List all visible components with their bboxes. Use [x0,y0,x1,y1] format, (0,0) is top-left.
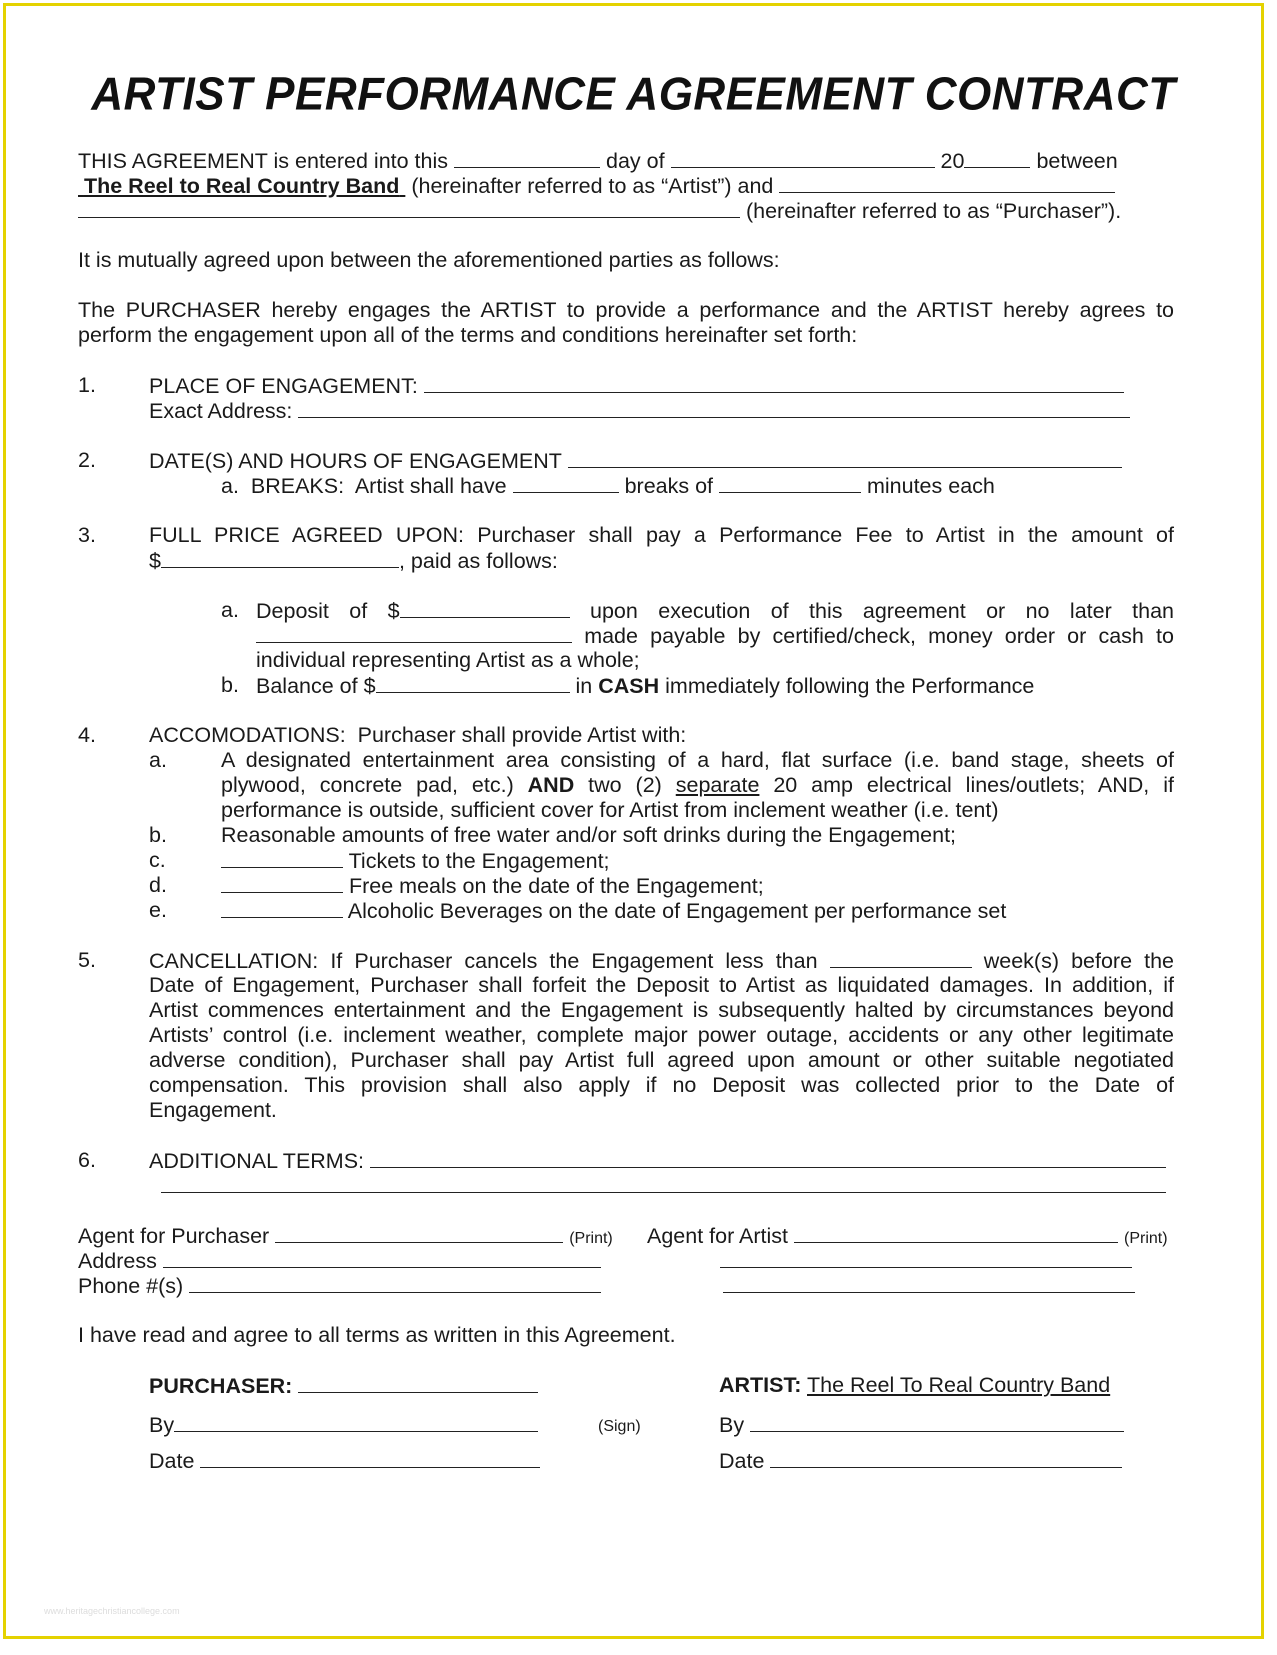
purchaser-signature-line [149,1372,538,1399]
mutual-agreement-text: It is mutually agreed upon between the aforementioned parties as follows: [78,248,780,272]
section-2-number: 2. [78,448,96,472]
year-blank[interactable] [964,147,1030,168]
breaks-count-blank[interactable] [513,472,619,493]
full-price-line: FULL PRICE AGREED UPON: Purchaser shall pay a Performance Fee to Artist in the amount of [149,523,1174,547]
balance-in-text: in [575,674,593,698]
tickets-count-blank[interactable] [221,847,343,868]
plywood-text: plywood, concrete pad, etc.) [221,773,514,797]
accommodation-c-label: c. [149,848,166,872]
exact-address-line [149,397,1130,424]
artist-name-filled: The Reel to Real Country Band [83,174,400,198]
date-hours-label: DATE(S) AND HOURS OF ENGAGEMENT [149,449,562,473]
intro-day-of-text: day of [605,149,665,173]
place-of-engagement-blank[interactable] [424,372,1124,393]
purchaser-agent-print-note: (Print) [569,1230,613,1247]
cash-text: CASH [598,674,660,698]
deposit-execution-text: upon execution of this agreement or no later than [590,599,1174,623]
deposit-line-2 [256,622,1174,649]
accommodation-c-line [221,847,610,874]
place-of-engagement-label: PLACE OF ENGAGEMENT: [149,374,418,398]
intro-line-3 [78,197,1121,224]
purchaser-name-sign-blank[interactable] [298,1372,538,1393]
artist-phone-blank[interactable] [723,1272,1135,1293]
accommodation-a-label: a. [149,748,167,772]
deposit-item-label: a. [221,598,239,622]
contract-title: ARTIST PERFORMANCE AGREEMENT CONTRACT [91,68,1176,121]
artist-date-label: Date [719,1449,765,1473]
cancellation-line-2: Date of Engagement, Purchaser shall forfeit the Deposit to Artist as liquidated damages. In addition, if [149,973,1174,997]
purchaser-date-line [149,1447,540,1474]
cancellation-line-3: Artist commences entertainment and the Engagement is subsequently halted by circumstances beyond [149,998,1174,1022]
accommodation-b-label: b. [149,823,167,847]
cancellation-label: CANCELLATION: If Purchaser cancels the Engagement less than [149,949,818,973]
sign-note: (Sign) [598,1418,641,1435]
purchaser-address-label: Address [78,1249,157,1273]
meals-count-blank[interactable] [221,872,343,893]
cancellation-line-7: Engagement. [149,1098,277,1122]
and-bold-text: AND [527,773,575,797]
purchaser-agent-label: Agent for Purchaser [78,1224,270,1248]
breaks-minutes-blank[interactable] [719,472,861,493]
amp-lines-text: 20 amp electrical lines/outlets; AND, if [773,773,1174,797]
balance-following-text: immediately following the Performance [665,674,1035,698]
deposit-line-1 [256,597,1174,624]
date-hours-line [149,447,1122,474]
purchaser-name-blank-2[interactable] [78,197,740,218]
intro-line-2 [78,172,1115,199]
fee-dollar-sign: $ [149,549,161,573]
accommodation-a-line-1: A designated entertainment area consisting of a hard, flat surface (i.e. band stage, sheets of [221,748,1174,772]
deposit-date-blank[interactable] [256,622,572,643]
cancellation-line-1 [149,947,1174,974]
balance-line [256,672,1034,699]
artist-name-sign: The Reel To Real Country Band [807,1373,1111,1397]
purchaser-label: PURCHASER: [149,1374,293,1398]
two-text: two (2) [588,773,662,797]
deposit-line-3: individual representing Artist as a whole; [256,648,640,672]
purchaser-phone-label: Phone #(s) [78,1274,184,1298]
beverages-count-blank[interactable] [221,897,343,918]
purchaser-phone-line [78,1272,601,1299]
additional-terms-blank-1[interactable] [370,1147,1166,1168]
accommodation-d-label: d. [149,873,167,897]
artist-address-line [720,1247,1132,1274]
engagement-paragraph-line-2: perform the engagement upon all of the terms and conditions hereinafter set forth: [78,323,858,347]
purchaser-address-blank[interactable] [163,1247,601,1268]
intro-between-text: between [1036,149,1118,173]
meals-text: Free meals on the date of the Engagement; [348,874,764,898]
artist-agent-label: Agent for Artist [647,1224,789,1248]
artist-date-line [719,1447,1122,1474]
breaks-minutes-text: minutes each [866,474,995,498]
artist-by-blank[interactable] [750,1411,1124,1432]
artist-by-label: By [719,1413,745,1437]
breaks-of-text: breaks of [624,474,714,498]
purchaser-address-line [78,1247,601,1274]
balance-amount-blank[interactable] [376,672,570,693]
section-5-number: 5. [78,948,96,972]
artist-date-blank[interactable] [770,1447,1122,1468]
place-of-engagement-line [149,372,1124,399]
additional-terms-line [149,1147,1166,1174]
artist-agent-blank[interactable] [794,1222,1118,1243]
deposit-label: Deposit of $ [256,599,400,623]
paid-as-follows-text: , paid as follows: [398,549,558,573]
accommodations-label: ACCOMODATIONS: Purchaser shall provide Artist with: [149,723,687,747]
additional-terms-label: ADDITIONAL TERMS: [149,1149,365,1173]
section-6-number: 6. [78,1148,96,1172]
breaks-label: a. BREAKS: Artist shall have [221,474,507,498]
tickets-text: Tickets to the Engagement; [348,849,610,873]
purchaser-phone-blank[interactable] [189,1272,601,1293]
purchaser-date-blank[interactable] [200,1447,540,1468]
exact-address-blank[interactable] [298,397,1130,418]
purchaser-name-blank[interactable] [779,172,1115,193]
accommodation-a-line-2 [221,772,1174,798]
purchaser-date-label: Date [149,1449,195,1473]
exact-address-label: Exact Address: [149,399,293,423]
intro-artist-ref: (hereinafter referred to as “Artist”) and [411,174,774,198]
balance-label: Balance of $ [256,674,376,698]
beverages-text: Alcoholic Beverages on the date of Engagement per performance set [347,899,1007,923]
weeks-before-text: week(s) before the [983,949,1175,973]
contract-page [3,3,1264,1639]
separate-text: separate [675,773,760,797]
deposit-payable-text: made payable by certified/check, money order or cash to [584,624,1174,648]
day-blank[interactable] [454,147,600,168]
date-hours-blank[interactable] [568,447,1122,468]
purchaser-by-label: By [149,1413,175,1437]
artist-by-line [719,1411,1124,1438]
additional-terms-line-2 [161,1172,1166,1199]
deposit-amount-blank[interactable] [400,597,570,618]
additional-terms-blank-2[interactable] [161,1172,1166,1193]
cancellation-line-6: compensation. This provision shall also apply if no Deposit was collected prior to the Date of [149,1073,1174,1097]
cancellation-weeks-blank[interactable] [830,947,972,968]
fee-amount-blank[interactable] [161,547,399,568]
cancellation-line-4: Artists’ control (i.e. inclement weather, complete major power outage, accidents or any other legitimate [149,1023,1174,1047]
watermark-text: www.heritagechristiancollege.com [44,1606,180,1616]
fee-amount-line [149,547,558,574]
artist-phone-line [723,1272,1135,1299]
accommodation-b-text: Reasonable amounts of free water and/or soft drinks during the Engagement; [221,823,957,847]
artist-label: ARTIST: [719,1373,802,1397]
purchaser-by-blank[interactable] [174,1411,538,1432]
accommodation-a-line-3: performance is outside, sufficient cover for Artist from inclement weather (i.e. tent) [221,798,999,822]
cancellation-line-5: adverse condition), Purchaser shall pay Artist full agreed upon amount or other suitable negotiated [149,1048,1174,1072]
section-3-number: 3. [78,523,96,547]
artist-signature-line [719,1372,1110,1398]
purchaser-by-line [149,1411,538,1438]
artist-address-blank[interactable] [720,1247,1132,1268]
accommodation-e-line [221,897,1006,924]
engagement-paragraph-line-1: The PURCHASER hereby engages the ARTIST to provide a performance and the ARTIST hereby agrees to [78,298,1174,322]
accommodation-d-line [221,872,764,899]
balance-item-label: b. [221,673,239,697]
month-blank[interactable] [671,147,935,168]
intro-purchaser-ref: (hereinafter referred to as “Purchaser”). [745,199,1122,223]
intro-line-1 [78,147,1118,174]
accommodation-e-label: e. [149,898,167,922]
artist-agent-print-note: (Print) [1123,1230,1168,1247]
purchaser-agent-blank[interactable] [275,1222,563,1243]
intro-year-prefix: 20 [940,149,965,173]
section-4-number: 4. [78,723,96,747]
breaks-line [221,472,995,499]
intro-entered-text: THIS AGREEMENT is entered into this [78,149,449,173]
section-1-number: 1. [78,373,96,397]
read-and-agree-text: I have read and agree to all terms as written in this Agreement. [78,1323,676,1347]
